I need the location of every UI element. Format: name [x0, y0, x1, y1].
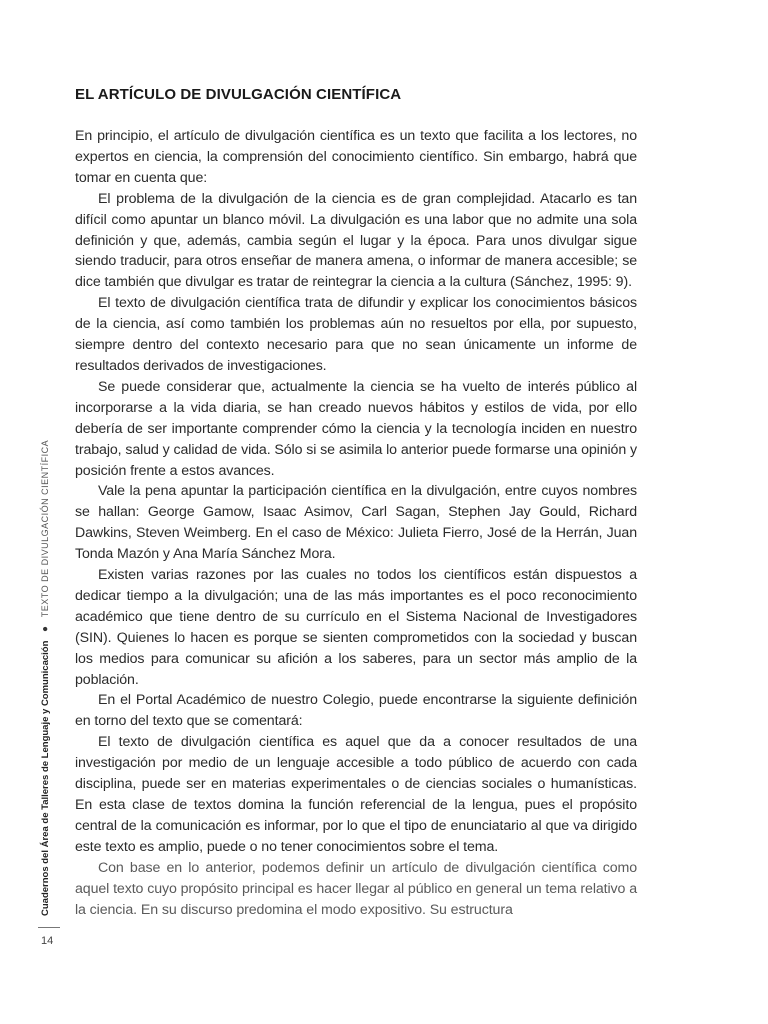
article-body — [75, 126, 637, 920]
paragraph: En el Portal Académico de nuestro Colegio, puede encontrarse la siguiente definición en torno del texto que se comentará: — [75, 692, 637, 730]
paragraph-intro: En principio, el artículo de divulgación científica es un texto que facilita a los lectores, no expertos en ciencia, la comprensión del conocimiento científico. Sin embargo, habrá que tomar en cuenta que: — [75, 128, 637, 186]
paragraph: El texto de divulgación científica trata de difundir y explicar los conocimientos básicos de la ciencia, así como también los problemas aún no resueltos por ella, por supuesto, siempre dentro del contexto necesario para que no sean únicamente un informe de resultados derivados de investigaciones. — [75, 295, 637, 374]
page-number: 14 — [41, 935, 54, 947]
series-title: Cuadernos del Área de Talleres de Lenguaje y Comunicación — [40, 640, 51, 916]
section-title: TEXTO DE DIVULGACIÓN CIENTÍFICA — [40, 439, 50, 618]
paragraph: Existen varias razones por las cuales no todos los científicos están dispuestos a dedicar tiempo a la divulgación; una de las más importantes es el poco reconocimiento académico que tiene dentro de su currículo en el Sistema Nacional de Investigadores (SIN). Quienes lo hacen es porque se sienten comprometidos con la sociedad y buscan los medios para comunicar su afición a los saberes, para un sector más amplio de la población. — [75, 567, 637, 688]
paragraph-quote-portal: El texto de divulgación científica es aquel que da a conocer resultados de una investigación por medio de un lenguaje accesible a todo público de acuerdo con cada disciplina, puede ser en materias experimentales o de ciencias sociales o humanísticas. En esta clase de textos domina la función referencial de la lengua, pues el propósito central de la comunicación es informar, por lo que el tipo de enunciatario al que va dirigido este texto es amplio, puede o no tener conocimientos sobre el tema. — [75, 734, 637, 855]
page-number-rule — [38, 927, 60, 928]
paragraph: Vale la pena apuntar la participación científica en la divulgación, entre cuyos nombres se hallan: George Gamow, Isaac Asimov, Carl Sagan, Stephen Jay Gould, Richard Dawkins, Steven Weimberg. En el caso de México: Julieta Fierro, José de la Herrán, Juan Tonda Mazón y Ana María Sánchez Mora. — [75, 483, 637, 563]
bullet-separator: ● — [40, 625, 51, 632]
paragraph: Se puede considerar que, actualmente la ciencia se ha vuelto de interés público al incorporarse a la vida diaria, se han creado nuevos hábitos y estilos de vida, por ello debería de ser importante comprender cómo la ciencia y la tecnología inciden en nuestro trabajo, salud y calidad de vida. Sólo si se asimila lo anterior puede formarse una opinión y posición frente a estos avances. — [75, 378, 637, 479]
spine-running-header — [40, 36, 51, 916]
paragraph-quote-sanchez: El problema de la divulgación de la ciencia es de gran complejidad. Atacarlo es tan difícil como apuntar un blanco móvil. La divulgación es una labor que no admite una sola definición y que, además, cambia según el lugar y la época. Para unos divulgar sigue siendo traducir, para otros enseñar de manera amena, o informar de manera accesible; se dice también que divulgar es tratar de reintegrar la ciencia a la cultura (Sánchez, 1995: 9). — [75, 190, 637, 291]
paragraph: Con base en lo anterior, podemos definir un artículo de divulgación científica como aquel texto cuyo propósito principal es hacer llegar al público en general un tema relativo a la ciencia. En su discurso predomina el modo expositivo. Su estructura — [75, 859, 637, 918]
page-title: EL ARTÍCULO DE DIVULGACIÓN CIENTÍFICA — [75, 86, 402, 103]
